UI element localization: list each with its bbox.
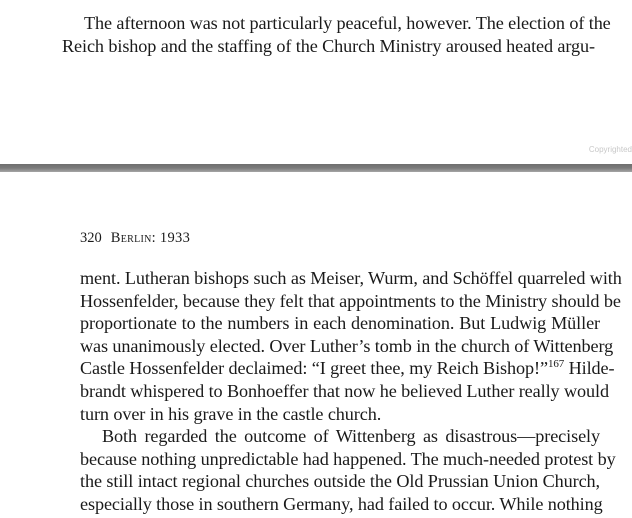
text-line: The afternoon was not particularly peaceful, however. The election of the (84, 13, 611, 33)
text-line: Hossenfelder, because they felt that appointments to the Ministry should be (80, 290, 621, 311)
previous-page-text (62, 12, 622, 58)
text-line: Reich bishop and the staffing of the Church Ministry aroused heated argu- (62, 36, 595, 56)
page-number: 320 (80, 230, 102, 246)
page-separator (0, 164, 632, 172)
text-segment: Hilde- (564, 358, 615, 379)
text-line: because nothing unpredictable had happened. The much-needed protest by (80, 448, 616, 469)
text-line: was unanimously elected. Over Luther’s tomb in the church of Wittenberg (80, 335, 614, 356)
text-line (80, 357, 615, 380)
text-line: especially those in southern Germany, had failed to occur. While nothing (80, 493, 603, 514)
text-line: proportionate to the numbers in each denomination. But Ludwig Müller (80, 313, 600, 334)
text-line: turn over in his grave in the castle church. (80, 403, 382, 424)
footnote-reference[interactable]: 167 (547, 358, 565, 371)
text-line: ment. Lutheran bishops such as Meiser, Wurm, and Schöffel quarreled with (80, 268, 622, 288)
chapter-title: Berlin: 1933 (110, 230, 191, 246)
text-segment: Castle Hossenfelder declaimed: “I greet thee, my Reich Bishop!” (80, 358, 548, 379)
copyright-watermark: Copyrighted (588, 145, 632, 154)
book-page (0, 172, 632, 518)
body-text (80, 267, 622, 516)
text-line: brandt whispered to Bonhoeffer that now he believed Luther really would (80, 380, 609, 401)
running-head (80, 229, 190, 247)
text-line: Both regarded the outcome of Wittenberg as disastrous—precisely (102, 426, 600, 447)
previous-page-fragment (0, 0, 632, 164)
text-line: the still intact regional churches outside the Old Prussian Union Church, (80, 471, 600, 492)
